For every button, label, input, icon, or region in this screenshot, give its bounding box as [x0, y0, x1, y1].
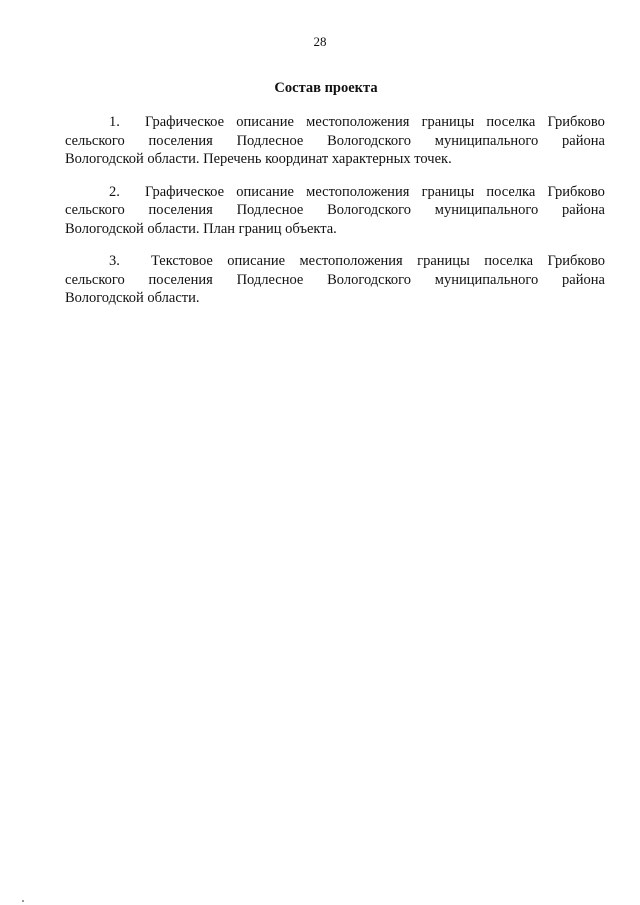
item-text-line: сельского поселения Подлесное Вологодского муниципального района — [65, 132, 605, 149]
item-first-line: 3. Текстовое описание местоположения границы поселка Грибково — [65, 252, 605, 271]
project-items-list — [65, 113, 605, 322]
item-text-line: Вологодской области. — [65, 290, 200, 306]
page-title: Состав проекта — [274, 80, 378, 96]
item-text-line: Вологодской области. Перечень координат характерных точек. — [65, 151, 452, 167]
item-text-line: Вологодской области. План границ объекта. — [65, 220, 337, 237]
item-text-line: сельского поселения Подлесное Вологодского муниципального района — [65, 202, 605, 218]
item-number: 3. — [109, 253, 120, 269]
list-item — [65, 252, 605, 308]
list-item — [65, 113, 605, 169]
item-number: 1. — [109, 114, 120, 130]
page-number: 28 — [313, 34, 327, 49]
list-item — [65, 183, 605, 239]
item-text-line: сельского поселения Подлесное Вологодского муниципального района — [65, 271, 605, 288]
scan-mark — [22, 900, 24, 902]
item-first-line: 2. Графическое описание местоположения границы поселка Грибково — [65, 183, 605, 202]
item-first-line: 1. Графическое описание местоположения границы поселка Грибково — [65, 113, 605, 132]
item-number: 2. — [109, 183, 120, 200]
